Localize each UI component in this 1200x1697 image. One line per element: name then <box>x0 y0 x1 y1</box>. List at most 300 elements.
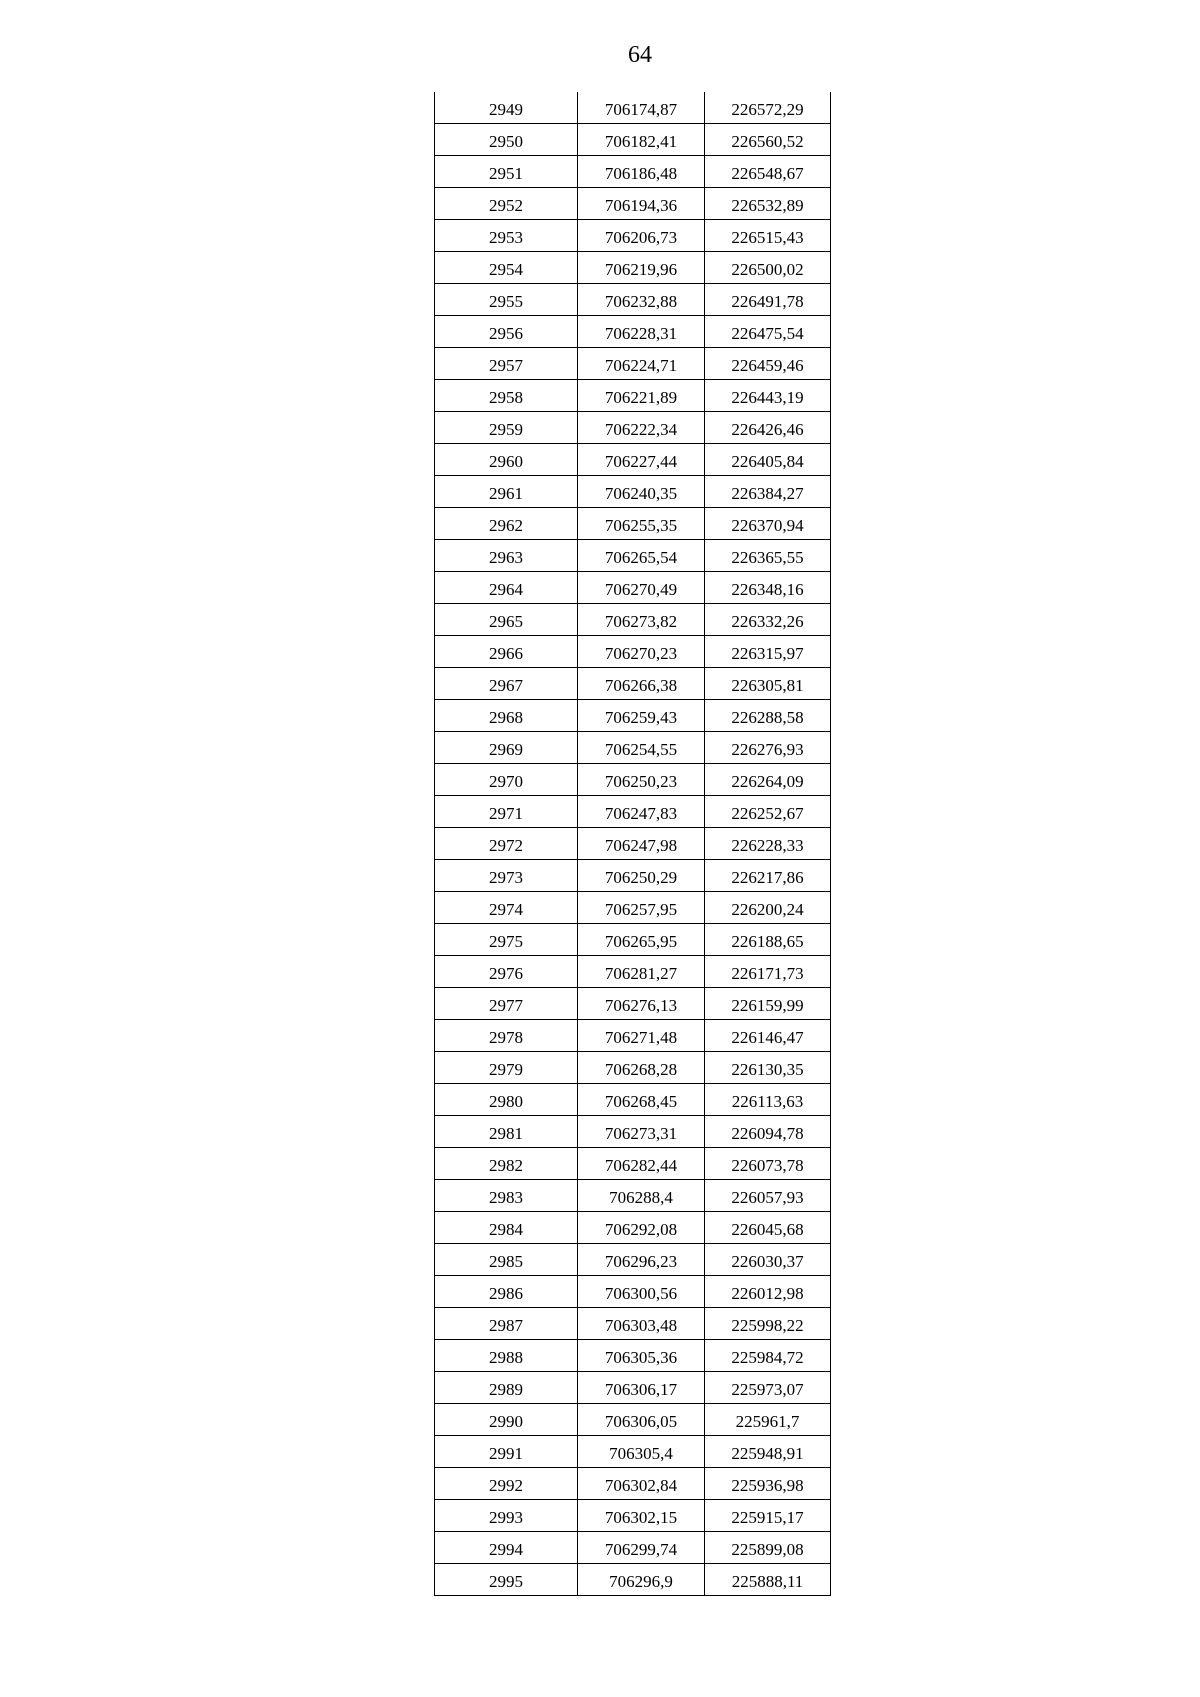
cell-text: 226532,89 <box>731 196 804 215</box>
x-coordinate-cell <box>578 956 705 988</box>
cell-text: 2980 <box>489 1092 523 1111</box>
y-coordinate-cell <box>705 476 831 508</box>
point-number-cell <box>435 540 578 572</box>
cell-text: 226459,46 <box>731 356 804 375</box>
x-coordinate-cell <box>578 924 705 956</box>
cell-text: 2995 <box>489 1572 523 1591</box>
cell-text: 226264,09 <box>731 772 804 791</box>
x-coordinate-cell <box>578 1404 705 1436</box>
point-number-cell <box>435 1180 578 1212</box>
cell-text: 706232,88 <box>604 292 678 311</box>
x-coordinate-cell <box>578 508 705 540</box>
cell-text: 2969 <box>489 740 523 759</box>
cell-text: 706282,44 <box>604 1156 678 1175</box>
cell-text: 2949 <box>489 100 523 119</box>
cell-text: 2984 <box>489 1220 523 1239</box>
cell-text: 706296,23 <box>604 1252 678 1271</box>
point-number-cell <box>435 1308 578 1340</box>
table-row <box>435 156 831 188</box>
cell-text: 706296,9 <box>609 1572 673 1591</box>
table-row <box>435 1116 831 1148</box>
cell-text: 706228,31 <box>604 324 678 343</box>
x-coordinate-cell <box>578 892 705 924</box>
cell-text: 2966 <box>489 644 523 663</box>
cell-text: 226491,78 <box>731 292 804 311</box>
cell-text: 706305,4 <box>609 1444 673 1463</box>
cell-text: 226548,67 <box>731 164 804 183</box>
cell-text: 2963 <box>489 548 523 567</box>
cell-text: 706303,48 <box>604 1316 678 1335</box>
point-number-cell <box>435 1532 578 1564</box>
cell-text: 706247,83 <box>604 804 678 823</box>
cell-text: 2954 <box>489 260 523 279</box>
y-coordinate-cell <box>705 188 831 220</box>
y-coordinate-cell <box>705 636 831 668</box>
cell-text: 225899,08 <box>731 1540 804 1559</box>
table-row <box>435 1436 831 1468</box>
y-coordinate-cell <box>705 316 831 348</box>
cell-text: 226384,27 <box>731 484 804 503</box>
y-coordinate-cell <box>705 988 831 1020</box>
y-coordinate-cell <box>705 1404 831 1436</box>
x-coordinate-cell <box>578 1020 705 1052</box>
table-row <box>435 572 831 604</box>
cell-text: 226159,99 <box>731 996 804 1015</box>
cell-text: 226288,58 <box>731 708 804 727</box>
cell-text: 706265,54 <box>604 548 678 567</box>
table-row <box>435 188 831 220</box>
x-coordinate-cell <box>578 284 705 316</box>
x-coordinate-cell <box>578 476 705 508</box>
point-number-cell <box>435 636 578 668</box>
cell-text: 706255,35 <box>604 516 678 535</box>
table-row <box>435 220 831 252</box>
x-coordinate-cell <box>578 1532 705 1564</box>
y-coordinate-cell <box>705 604 831 636</box>
y-coordinate-cell <box>705 732 831 764</box>
point-number-cell <box>435 156 578 188</box>
y-coordinate-cell <box>705 1372 831 1404</box>
point-number-cell <box>435 988 578 1020</box>
cell-text: 226332,26 <box>731 612 804 631</box>
x-coordinate-cell <box>578 92 705 124</box>
y-coordinate-cell <box>705 1276 831 1308</box>
cell-text: 706273,31 <box>604 1124 678 1143</box>
cell-text: 2983 <box>489 1188 523 1207</box>
y-coordinate-cell <box>705 348 831 380</box>
table-row <box>435 1276 831 1308</box>
x-coordinate-cell <box>578 1500 705 1532</box>
cell-text: 2988 <box>489 1348 523 1367</box>
point-number-cell <box>435 476 578 508</box>
cell-text: 706306,17 <box>604 1380 678 1399</box>
cell-text: 2962 <box>489 516 523 535</box>
point-number-cell <box>435 700 578 732</box>
cell-text: 226572,29 <box>731 100 804 119</box>
y-coordinate-cell <box>705 124 831 156</box>
y-coordinate-cell <box>705 1532 831 1564</box>
cell-text: 706250,29 <box>604 868 678 887</box>
table-row <box>435 892 831 924</box>
cell-text: 226030,37 <box>731 1252 804 1271</box>
cell-text: 226560,52 <box>731 132 804 151</box>
cell-text: 2982 <box>489 1156 523 1175</box>
x-coordinate-cell <box>578 1468 705 1500</box>
y-coordinate-cell <box>705 1052 831 1084</box>
y-coordinate-cell <box>705 828 831 860</box>
y-coordinate-cell <box>705 156 831 188</box>
cell-text: 2968 <box>489 708 523 727</box>
table-row <box>435 636 831 668</box>
y-coordinate-cell <box>705 700 831 732</box>
cell-text: 706276,13 <box>604 996 678 1015</box>
y-coordinate-cell <box>705 1340 831 1372</box>
y-coordinate-cell <box>705 1244 831 1276</box>
x-coordinate-cell <box>578 124 705 156</box>
x-coordinate-cell <box>578 1372 705 1404</box>
x-coordinate-cell <box>578 188 705 220</box>
cell-text: 2960 <box>489 452 523 471</box>
cell-text: 706268,45 <box>604 1092 678 1111</box>
cell-text: 2978 <box>489 1028 523 1047</box>
cell-text: 706174,87 <box>604 100 678 119</box>
table-row <box>435 1372 831 1404</box>
cell-text: 706305,36 <box>604 1348 678 1367</box>
cell-text: 225888,11 <box>731 1572 804 1591</box>
cell-text: 706299,74 <box>604 1540 678 1559</box>
point-number-cell <box>435 572 578 604</box>
table-row <box>435 1532 831 1564</box>
point-number-cell <box>435 1212 578 1244</box>
cell-text: 706224,71 <box>604 356 678 375</box>
y-coordinate-cell <box>705 508 831 540</box>
table-row <box>435 1500 831 1532</box>
cell-text: 225998,22 <box>731 1316 804 1335</box>
table-row <box>435 956 831 988</box>
cell-text: 226426,46 <box>731 420 804 439</box>
point-number-cell <box>435 92 578 124</box>
point-number-cell <box>435 1276 578 1308</box>
cell-text: 706273,82 <box>604 612 678 631</box>
cell-text: 226012,98 <box>731 1284 804 1303</box>
cell-text: 226045,68 <box>731 1220 804 1239</box>
cell-text: 226405,84 <box>731 452 804 471</box>
point-number-cell <box>435 1404 578 1436</box>
cell-text: 706281,27 <box>604 964 678 983</box>
y-coordinate-cell <box>705 1500 831 1532</box>
cell-text: 706270,23 <box>604 644 678 663</box>
cell-text: 225936,98 <box>731 1476 804 1495</box>
cell-text: 706266,38 <box>604 676 678 695</box>
cell-text: 225973,07 <box>731 1380 804 1399</box>
point-number-cell <box>435 380 578 412</box>
cell-text: 2987 <box>489 1316 523 1335</box>
point-number-cell <box>435 668 578 700</box>
point-number-cell <box>435 1052 578 1084</box>
cell-text: 2973 <box>489 868 523 887</box>
cell-text: 2958 <box>489 388 523 407</box>
y-coordinate-cell <box>705 1084 831 1116</box>
cell-text: 2971 <box>489 804 523 823</box>
x-coordinate-cell <box>578 412 705 444</box>
x-coordinate-cell <box>578 252 705 284</box>
cell-text: 706257,95 <box>604 900 678 919</box>
cell-text: 706206,73 <box>604 228 678 247</box>
table-row <box>435 1148 831 1180</box>
cell-text: 706288,4 <box>609 1188 673 1207</box>
table-row <box>435 668 831 700</box>
point-number-cell <box>435 796 578 828</box>
cell-text: 2959 <box>489 420 523 439</box>
x-coordinate-cell <box>578 316 705 348</box>
x-coordinate-cell <box>578 796 705 828</box>
table-row <box>435 92 831 124</box>
cell-text: 226276,93 <box>731 740 804 759</box>
cell-text: 706219,96 <box>604 260 678 279</box>
cell-text: 706221,89 <box>604 388 678 407</box>
y-coordinate-cell <box>705 668 831 700</box>
y-coordinate-cell <box>705 1116 831 1148</box>
cell-text: 226073,78 <box>731 1156 804 1175</box>
x-coordinate-cell <box>578 380 705 412</box>
point-number-cell <box>435 764 578 796</box>
table-row <box>435 124 831 156</box>
y-coordinate-cell <box>705 540 831 572</box>
cell-text: 226315,97 <box>731 644 804 663</box>
cell-text: 226370,94 <box>731 516 804 535</box>
cell-text: 706292,08 <box>604 1220 678 1239</box>
cell-text: 226252,67 <box>731 804 804 823</box>
cell-text: 2970 <box>489 772 523 791</box>
y-coordinate-cell <box>705 252 831 284</box>
table-row <box>435 444 831 476</box>
cell-text: 2981 <box>489 1124 523 1143</box>
y-coordinate-cell <box>705 764 831 796</box>
x-coordinate-cell <box>578 1116 705 1148</box>
table-row <box>435 732 831 764</box>
y-coordinate-cell <box>705 1020 831 1052</box>
x-coordinate-cell <box>578 828 705 860</box>
cell-text: 706186,48 <box>604 164 678 183</box>
table-row <box>435 860 831 892</box>
cell-text: 2989 <box>489 1380 523 1399</box>
y-coordinate-cell <box>705 1564 831 1596</box>
table-row <box>435 1244 831 1276</box>
table-row <box>435 412 831 444</box>
cell-text: 2985 <box>489 1252 523 1271</box>
cell-text: 2977 <box>489 996 523 1015</box>
cell-text: 2956 <box>489 324 523 343</box>
cell-text: 225961,7 <box>735 1412 800 1431</box>
point-number-cell <box>435 732 578 764</box>
cell-text: 226188,65 <box>731 932 804 951</box>
cell-text: 226348,16 <box>731 580 804 599</box>
point-number-cell <box>435 412 578 444</box>
cell-text: 2991 <box>489 1444 523 1463</box>
cell-text: 226228,33 <box>731 836 804 855</box>
x-coordinate-cell <box>578 732 705 764</box>
table-row <box>435 380 831 412</box>
table-row <box>435 1404 831 1436</box>
cell-text: 706250,23 <box>604 772 678 791</box>
x-coordinate-cell <box>578 764 705 796</box>
point-number-cell <box>435 1084 578 1116</box>
x-coordinate-cell <box>578 1564 705 1596</box>
table-row <box>435 476 831 508</box>
x-coordinate-cell <box>578 348 705 380</box>
table-row <box>435 1180 831 1212</box>
point-number-cell <box>435 1020 578 1052</box>
y-coordinate-cell <box>705 1148 831 1180</box>
coordinates-table <box>434 92 831 1596</box>
cell-text: 2957 <box>489 356 523 375</box>
y-coordinate-cell <box>705 1468 831 1500</box>
cell-text: 706259,43 <box>604 708 678 727</box>
y-coordinate-cell <box>705 92 831 124</box>
y-coordinate-cell <box>705 572 831 604</box>
point-number-cell <box>435 124 578 156</box>
table-row <box>435 764 831 796</box>
cell-text: 226094,78 <box>731 1124 804 1143</box>
table-row <box>435 1340 831 1372</box>
cell-text: 226146,47 <box>731 1028 804 1047</box>
table-row <box>435 828 831 860</box>
cell-text: 2952 <box>489 196 523 215</box>
point-number-cell <box>435 1244 578 1276</box>
table-row <box>435 700 831 732</box>
x-coordinate-cell <box>578 220 705 252</box>
point-number-cell <box>435 1340 578 1372</box>
cell-text: 2979 <box>489 1060 523 1079</box>
point-number-cell <box>435 860 578 892</box>
point-number-cell <box>435 188 578 220</box>
y-coordinate-cell <box>705 1436 831 1468</box>
y-coordinate-cell <box>705 924 831 956</box>
cell-text: 2976 <box>489 964 523 983</box>
cell-text: 2990 <box>489 1412 523 1431</box>
table-row <box>435 1020 831 1052</box>
point-number-cell <box>435 508 578 540</box>
cell-text: 2964 <box>489 580 523 599</box>
table-row <box>435 1564 831 1596</box>
cell-text: 2961 <box>489 484 523 503</box>
cell-text: 706306,05 <box>604 1412 678 1431</box>
cell-text: 226443,19 <box>731 388 804 407</box>
point-number-cell <box>435 1148 578 1180</box>
cell-text: 226475,54 <box>731 324 804 343</box>
cell-text: 2992 <box>489 1476 523 1495</box>
cell-text: 706302,84 <box>604 1476 678 1495</box>
cell-text: 2953 <box>489 228 523 247</box>
cell-text: 226130,35 <box>731 1060 804 1079</box>
point-number-cell <box>435 1500 578 1532</box>
cell-text: 706194,36 <box>604 196 678 215</box>
point-number-cell <box>435 444 578 476</box>
cell-text: 2986 <box>489 1284 523 1303</box>
point-number-cell <box>435 1564 578 1596</box>
cell-text: 2994 <box>489 1540 523 1559</box>
cell-text: 226217,86 <box>731 868 804 887</box>
point-number-cell <box>435 348 578 380</box>
y-coordinate-cell <box>705 1180 831 1212</box>
x-coordinate-cell <box>578 1212 705 1244</box>
table-row <box>435 1308 831 1340</box>
x-coordinate-cell <box>578 668 705 700</box>
cell-text: 706247,98 <box>604 836 678 855</box>
x-coordinate-cell <box>578 1308 705 1340</box>
cell-text: 706268,28 <box>604 1060 678 1079</box>
cell-text: 706300,56 <box>604 1284 678 1303</box>
y-coordinate-cell <box>705 1212 831 1244</box>
x-coordinate-cell <box>578 988 705 1020</box>
x-coordinate-cell <box>578 572 705 604</box>
coordinates-table-body <box>435 92 831 1596</box>
cell-text: 226171,73 <box>731 964 804 983</box>
table-row <box>435 924 831 956</box>
point-number-cell <box>435 892 578 924</box>
table-row <box>435 1468 831 1500</box>
page-number: 64 <box>628 42 652 68</box>
cell-text: 2950 <box>489 132 523 151</box>
y-coordinate-cell <box>705 412 831 444</box>
point-number-cell <box>435 828 578 860</box>
y-coordinate-cell <box>705 860 831 892</box>
point-number-cell <box>435 924 578 956</box>
table-row <box>435 252 831 284</box>
cell-text: 2955 <box>489 292 523 311</box>
x-coordinate-cell <box>578 1244 705 1276</box>
cell-text: 2974 <box>489 900 523 919</box>
y-coordinate-cell <box>705 380 831 412</box>
cell-text: 706227,44 <box>604 452 678 471</box>
x-coordinate-cell <box>578 1340 705 1372</box>
point-number-cell <box>435 1372 578 1404</box>
table-row <box>435 796 831 828</box>
cell-text: 225984,72 <box>731 1348 804 1367</box>
point-number-cell <box>435 604 578 636</box>
point-number-cell <box>435 316 578 348</box>
table-row <box>435 604 831 636</box>
table-row <box>435 348 831 380</box>
y-coordinate-cell <box>705 956 831 988</box>
table-row <box>435 508 831 540</box>
point-number-cell <box>435 220 578 252</box>
cell-text: 225915,17 <box>731 1508 804 1527</box>
table-row <box>435 284 831 316</box>
y-coordinate-cell <box>705 284 831 316</box>
x-coordinate-cell <box>578 1436 705 1468</box>
y-coordinate-cell <box>705 1308 831 1340</box>
cell-text: 226057,93 <box>731 1188 804 1207</box>
table-row <box>435 1212 831 1244</box>
cell-text: 226113,63 <box>731 1092 804 1111</box>
y-coordinate-cell <box>705 892 831 924</box>
cell-text: 706182,41 <box>604 132 678 151</box>
cell-text: 2951 <box>489 164 523 183</box>
x-coordinate-cell <box>578 636 705 668</box>
x-coordinate-cell <box>578 540 705 572</box>
point-number-cell <box>435 252 578 284</box>
cell-text: 226200,24 <box>731 900 804 919</box>
cell-text: 226500,02 <box>731 260 804 279</box>
x-coordinate-cell <box>578 1148 705 1180</box>
table-row <box>435 988 831 1020</box>
y-coordinate-cell <box>705 796 831 828</box>
x-coordinate-cell <box>578 1084 705 1116</box>
cell-text: 2993 <box>489 1508 523 1527</box>
cell-text: 706265,95 <box>604 932 678 951</box>
table-row <box>435 1052 831 1084</box>
